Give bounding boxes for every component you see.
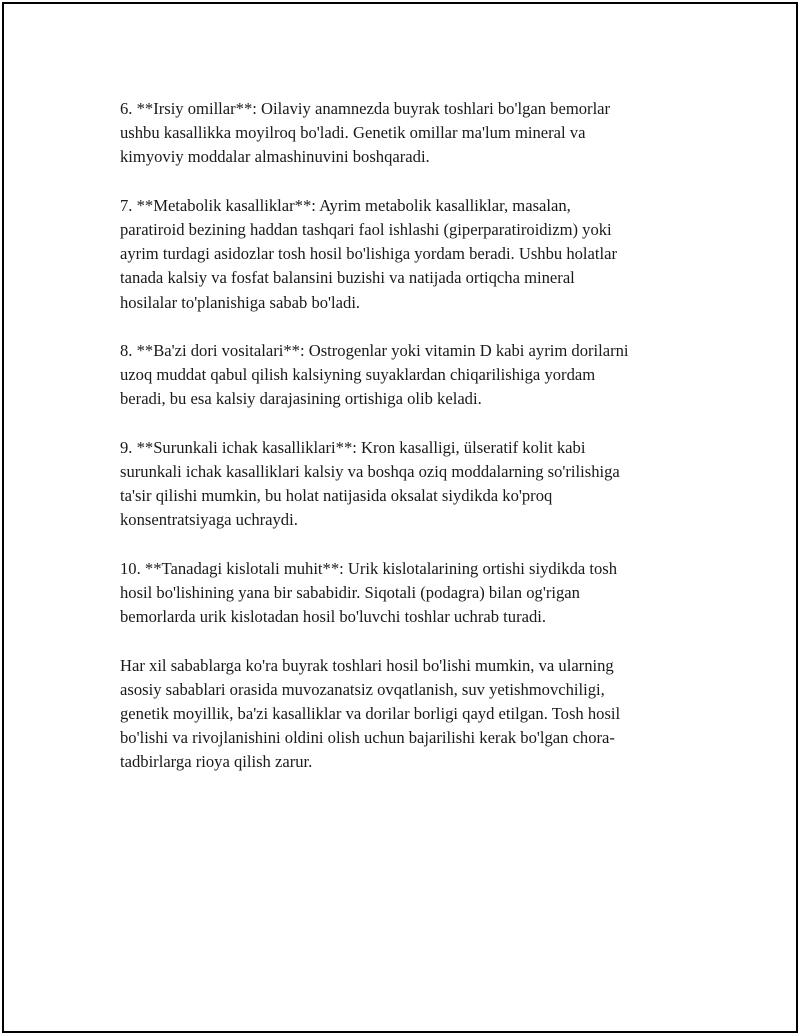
paragraph-metabolic-diseases: 7. **Metabolik kasalliklar**: Ayrim metabolik kasalliklar, masalan, paratiroid bezining haddan tashqari faol ishlashi (giperparatiroidizm) yoki ayrim turdagi asidozlar tosh hosil bo'lishiga yordam beradi. Ushbu holatlar tanada kalsiy va fosfat balansini buzishi va natijada ortiqcha mineral hosilalar to'planishiga sabab bo'ladi. xyxy=(120,195,618,312)
paragraph-medications: 8. **Ba'zi dori vositalari**: Ostrogenlar yoki vitamin D kabi ayrim dorilarni uzoq muddat qabul qilish kalsiyning suyaklardan chiqarilishiga yordam beradi, bu esa kalsiy darajasining ortishiga olib keladi. xyxy=(120,341,629,409)
paragraph-hereditary-factors: 6. **Irsiy omillar**: Oilaviy anamnezda buyrak toshlari bo'lgan bemorlar ushbu kasallikka moyilroq bo'ladi. Genetik omillar ma'lum mineral va kimyoviy moddalar almashinuvini boshqaradi. xyxy=(120,99,611,167)
paragraph-conclusion: Har xil sabablarga ko'ra buyrak toshlari hosil bo'lishi mumkin, va ularning asosiy sabablari orasida muvozanatsiz ovqatlanish, suv yetishmovchiligi, genetik moyillik, ba'zi kasalliklar va dorilar borligi qayd etilgan. Tosh hosil bo'lishi va rivojlanishini oldini olish uchun bajarilishi kerak bo'lgan chora- tadbirlarga rioya qilish zarur. xyxy=(120,655,621,772)
document-body xyxy=(120,97,695,799)
paragraph-acidic-environment: 10. **Tanadagi kislotali muhit**: Urik kislotalarining ortishi siydikda tosh hosil bo'lishining yana bir sababidir. Siqotali (podagra) bilan og'rigan bemorlarda urik kislotadan hosil bo'luvchi toshlar uchrab turadi. xyxy=(120,558,618,627)
document-page xyxy=(2,2,798,1033)
paragraph-chronic-bowel-diseases: 9. **Surunkali ichak kasalliklari**: Kron kasalligi, ülseratif kolit kabi surunkali ichak kasalliklari kalsiy va boshqa oziq moddalarning so'rilishiga ta'sir qilishi mumkin, bu holat natijasida oksalat siydikda ko'proq konsentratsiyaga uchraydi. xyxy=(120,437,620,530)
